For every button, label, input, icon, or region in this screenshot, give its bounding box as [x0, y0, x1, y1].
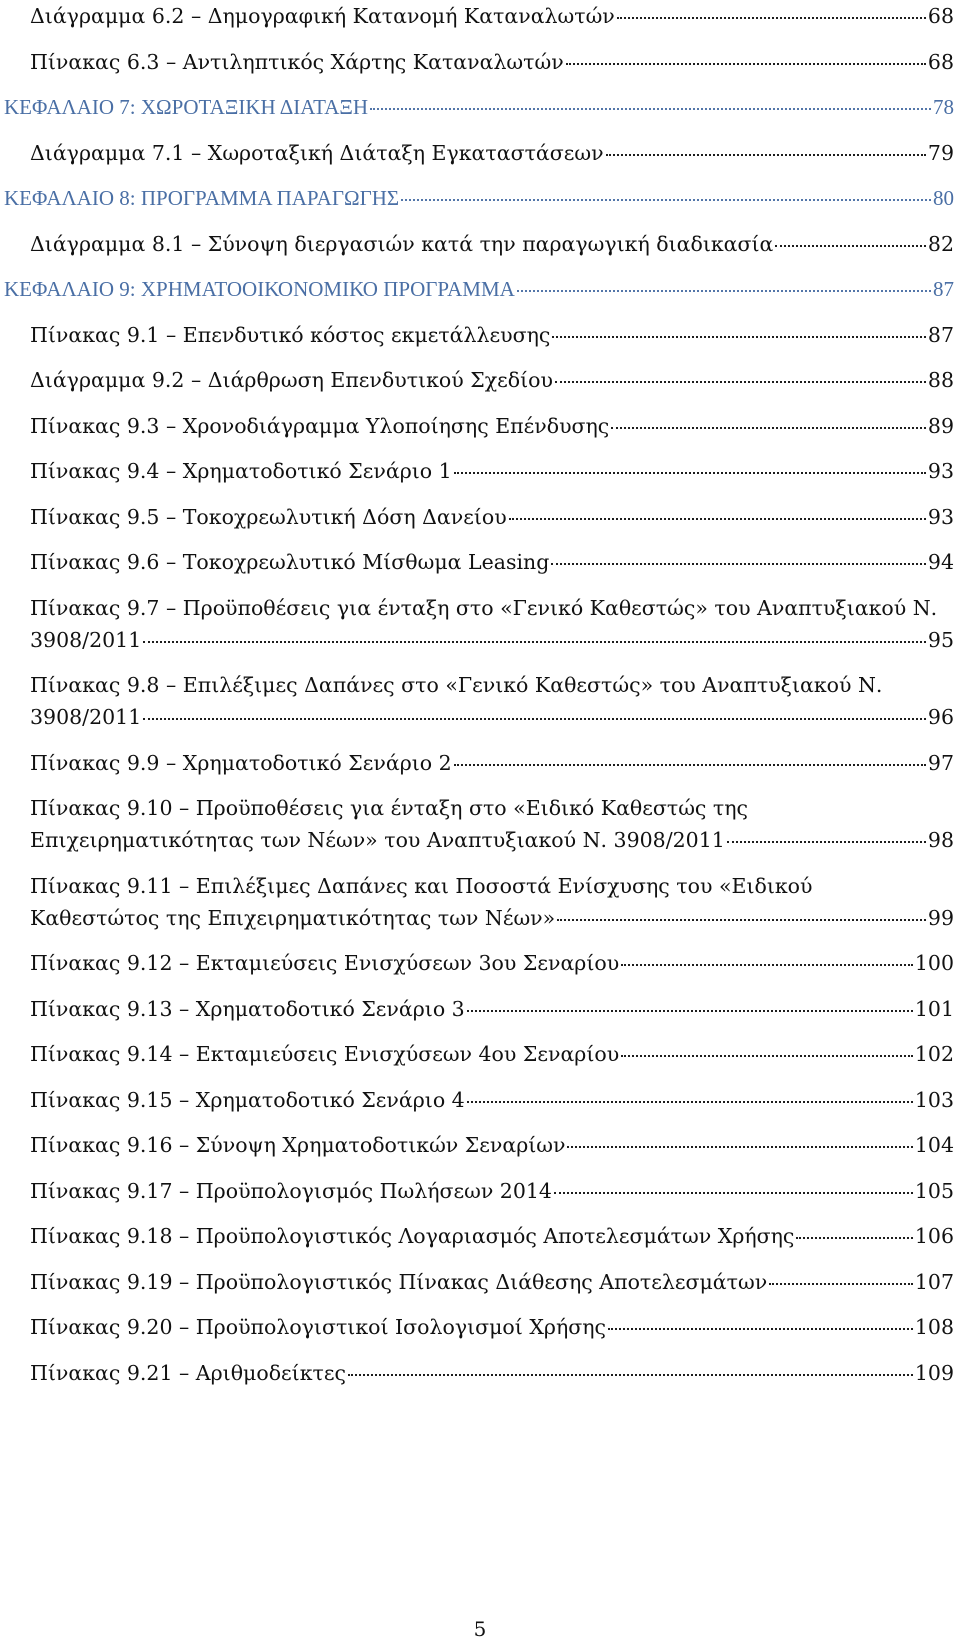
toc-entry-line [30, 228, 954, 260]
toc-entry-link[interactable] [30, 1129, 954, 1161]
toc-entry-link[interactable] [30, 747, 954, 779]
toc-entry-label: Πίνακας 9.10 – Προϋποθέσεις για ένταξη στο «Ειδικό Καθεστώς της [30, 796, 749, 820]
dot-leader [557, 902, 926, 920]
toc-entry-label: Πίνακας 9.9 – Χρηματοδοτικό Σενάριο 2 [30, 750, 452, 775]
dot-leader [454, 456, 926, 474]
toc-entry-line [4, 273, 954, 305]
toc-page-number: 96 [927, 705, 954, 729]
toc-entry-line [4, 91, 954, 123]
toc-entry-label-continued: 3908/2011 [30, 705, 142, 729]
toc-entry-line [30, 137, 954, 169]
toc-entry-link[interactable] [30, 792, 954, 856]
toc-entry-line [30, 701, 954, 733]
toc-page-number: 109 [914, 1360, 954, 1385]
toc-entry-line [30, 747, 954, 779]
toc-entry-link[interactable] [30, 0, 954, 32]
toc-entry-line [30, 501, 954, 533]
dot-leader [454, 747, 926, 765]
toc-entry-line [30, 46, 954, 78]
toc-entry-label: Πίνακας 9.6 – Τοκοχρεωλυτικό Μίσθωμα Leasing [30, 550, 550, 574]
toc-entry-link[interactable] [30, 1175, 954, 1207]
toc-entry-link[interactable] [30, 46, 954, 78]
toc-entry-line [30, 993, 954, 1025]
toc-entry-link[interactable] [30, 410, 954, 442]
toc-entry-link[interactable] [30, 1220, 954, 1252]
dot-leader [796, 1221, 912, 1239]
toc-entry-label: Πίνακας 9.15 – Χρηματοδοτικό Σενάριο 4 [30, 1087, 465, 1112]
toc-entry-line [30, 0, 954, 32]
toc-entry-label: Πίνακας 9.3 – Χρονοδιάγραμμα Υλοποίησης Επένδυσης [30, 413, 610, 438]
toc-entry-link[interactable] [30, 455, 954, 487]
toc-page-number: 101 [914, 996, 954, 1021]
toc-entry-label: Πίνακας 9.7 – Προϋποθέσεις για ένταξη στο «Γενικό Καθεστώς» του Αναπτυξιακού Ν. [30, 595, 938, 620]
toc-page-number: 88 [927, 368, 954, 392]
toc-entry-label: Διάγραμμα 9.2 – Διάρθρωση Επενδυτικού Σχεδίου [30, 368, 553, 392]
toc-entry-line [30, 410, 954, 442]
toc-page-number: 95 [927, 627, 954, 652]
toc-entry-label: Διάγραμμα 7.1 – Χωροταξική Διάταξη Εγκαταστάσεων [30, 140, 604, 165]
toc-entry-line [30, 1038, 954, 1070]
table-of-contents [4, 0, 954, 1402]
toc-entry-link[interactable] [30, 1038, 954, 1070]
toc-entry-label: Πίνακας 9.4 – Χρηματοδοτικό Σενάριο 1 [30, 459, 452, 483]
dot-leader [552, 319, 926, 337]
toc-page-number: 105 [914, 1178, 954, 1203]
toc-page-number: 108 [914, 1315, 954, 1339]
toc-page-number: 103 [914, 1087, 954, 1112]
toc-entry-link[interactable] [30, 1266, 954, 1298]
toc-entry-label: Πίνακας 6.3 – Αντιληπτικός Χάρτης Καταναλωτών [30, 49, 564, 74]
toc-entry-label: Πίνακας 9.1 – Επενδυτικό κόστος εκμετάλλευσης [30, 322, 551, 347]
toc-entry-label: Πίνακας 9.17 – Προϋπολογισμός Πωλήσεων 2014 [30, 1178, 552, 1203]
toc-entry-label: Πίνακας 9.20 – Προϋπολογιστικοί Ισολογισμοί Χρήσης [30, 1315, 607, 1339]
toc-page-number: 87 [933, 277, 954, 301]
toc-entry-line [30, 546, 954, 578]
toc-entry-line [30, 792, 954, 824]
dot-leader [727, 825, 926, 843]
toc-chapter-link[interactable] [4, 273, 954, 305]
dot-leader [143, 702, 926, 720]
toc-entry-link[interactable] [30, 501, 954, 533]
toc-page-number: 93 [927, 504, 954, 529]
dot-leader [467, 993, 913, 1011]
dot-leader [608, 1312, 913, 1330]
toc-entry-line [30, 947, 954, 979]
toc-entry-label: Πίνακας 9.14 – Εκταμιεύσεις Ενισχύσεων 4ου Σεναρίου [30, 1042, 620, 1066]
toc-page-number: 99 [927, 905, 954, 930]
toc-chapter-label: ΚΕΦΑΛΑΙΟ 8: ΠΡΟΓΡΑΜΜΑ ΠΑΡΑΓΩΓΗΣ [4, 186, 400, 210]
toc-entry-line [4, 182, 954, 214]
dot-leader [606, 137, 926, 155]
toc-entry-link[interactable] [30, 947, 954, 979]
toc-entry-line [30, 902, 954, 934]
toc-entry-label: Πίνακας 9.21 – Αριθμοδείκτες [30, 1360, 346, 1385]
toc-entry-line [30, 1175, 954, 1207]
dot-leader [617, 1, 926, 19]
toc-entry-label: Πίνακας 9.11 – Επιλέξιμες Δαπάνες και Ποσοστά Ενίσχυσης του «Ειδικού [30, 873, 813, 898]
toc-page-number: 87 [927, 322, 954, 347]
toc-page-number: 98 [927, 828, 954, 852]
dot-leader [348, 1357, 913, 1375]
toc-page-number: 94 [927, 550, 954, 574]
dot-leader [611, 410, 926, 428]
dot-leader [566, 46, 926, 64]
toc-entry-link[interactable] [30, 1357, 954, 1389]
toc-entry-line [30, 824, 954, 856]
toc-entry-link[interactable] [30, 228, 954, 260]
toc-entry-line [30, 1266, 954, 1298]
dot-leader [143, 624, 926, 642]
toc-page-number: 97 [927, 750, 954, 775]
dot-leader [509, 501, 926, 519]
toc-entry-line [30, 1084, 954, 1116]
toc-page-number: 93 [927, 459, 954, 483]
toc-page-number: 102 [914, 1042, 954, 1066]
toc-chapter-link[interactable] [4, 91, 954, 123]
toc-entry-label: Πίνακας 9.16 – Σύνοψη Χρηματοδοτικών Σεναρίων [30, 1133, 566, 1157]
toc-page-number: 104 [914, 1133, 954, 1157]
toc-page-number: 106 [914, 1224, 954, 1248]
toc-entry-line [30, 455, 954, 487]
toc-page-number: 68 [927, 49, 954, 74]
toc-entry-label-continued: Καθεστώτος της Επιχειρηματικότητας των Νέων» [30, 905, 556, 930]
toc-page-number: 68 [927, 4, 954, 28]
toc-page-number: 78 [933, 95, 954, 119]
dot-leader [567, 1130, 912, 1148]
toc-entry-line [30, 319, 954, 351]
toc-chapter-label: ΚΕΦΑΛΑΙΟ 7: ΧΩΡΟΤΑΞΙΚΗ ΔΙΑΤΑΞΗ [4, 95, 369, 119]
toc-page-number: 79 [927, 140, 954, 165]
toc-entry-label: Πίνακας 9.18 – Προϋπολογιστικός Λογαριασμός Αποτελεσμάτων Χρήσης [30, 1224, 795, 1248]
toc-chapter-label: ΚΕΦΑΛΑΙΟ 9: ΧΡΗΜΑΤΟΟΙΚΟΝΟΜΙΚΟ ΠΡΟΓΡΑΜΜΑ [4, 277, 515, 301]
toc-page-number: 80 [933, 186, 954, 210]
toc-entry-label: Διάγραμμα 8.1 – Σύνοψη διεργασιών κατά την παραγωγική διαδικασία [30, 231, 774, 256]
toc-entry-line [30, 1311, 954, 1343]
toc-entry-line [30, 870, 954, 902]
toc-entry-link[interactable] [30, 1084, 954, 1116]
toc-entry-label: Διάγραμμα 6.2 – Δημογραφική Κατανομή Καταναλωτών [30, 4, 615, 28]
toc-entry-link[interactable] [30, 364, 954, 396]
dot-leader [775, 228, 926, 246]
dot-leader [370, 91, 931, 110]
dot-leader [555, 365, 926, 383]
dot-leader [621, 1039, 913, 1057]
toc-entry-line [30, 624, 954, 656]
dot-leader [467, 1084, 913, 1102]
toc-entry-label: Πίνακας 9.8 – Επιλέξιμες Δαπάνες στο «Γενικό Καθεστώς» του Αναπτυξιακού Ν. [30, 673, 883, 697]
toc-page-number: 82 [927, 231, 954, 256]
toc-chapter-link[interactable] [4, 182, 954, 214]
page-number: 5 [473, 1617, 487, 1641]
toc-entry-line [30, 592, 954, 624]
toc-entry-label-continued: 3908/2011 [30, 627, 142, 652]
toc-entry-label: Πίνακας 9.13 – Χρηματοδοτικό Σενάριο 3 [30, 996, 465, 1021]
toc-entry-link[interactable] [30, 669, 954, 733]
toc-entry-line [30, 364, 954, 396]
dot-leader [554, 1175, 913, 1193]
toc-entry-label: Πίνακας 9.12 – Εκταμιεύσεις Ενισχύσεων 3ου Σεναρίου [30, 951, 620, 975]
dot-leader [401, 182, 931, 201]
toc-entry-label: Πίνακας 9.5 – Τοκοχρεωλυτική Δόση Δανείου [30, 504, 507, 529]
toc-entry-line [30, 669, 954, 701]
dot-leader [769, 1266, 913, 1284]
toc-entry-link[interactable] [30, 592, 954, 656]
toc-page-number: 100 [914, 951, 954, 975]
dot-leader [517, 273, 931, 292]
dot-leader [551, 547, 926, 565]
toc-entry-line [30, 1220, 954, 1252]
toc-entry-line [30, 1357, 954, 1389]
toc-entry-link[interactable] [30, 993, 954, 1025]
toc-entry-link[interactable] [30, 319, 954, 351]
toc-page-number: 107 [914, 1269, 954, 1294]
toc-entry-label-continued: Επιχειρηματικότητας των Νέων» του Αναπτυξιακού Ν. 3908/2011 [30, 828, 725, 852]
toc-entry-link[interactable] [30, 1311, 954, 1343]
dot-leader [621, 948, 913, 966]
toc-page-number: 89 [927, 413, 954, 438]
toc-entry-link[interactable] [30, 546, 954, 578]
toc-entry-link[interactable] [30, 137, 954, 169]
toc-entry-label: Πίνακας 9.19 – Προϋπολογιστικός Πίνακας Διάθεσης Αποτελεσμάτων [30, 1269, 768, 1294]
toc-entry-line [30, 1129, 954, 1161]
toc-entry-link[interactable] [30, 870, 954, 934]
